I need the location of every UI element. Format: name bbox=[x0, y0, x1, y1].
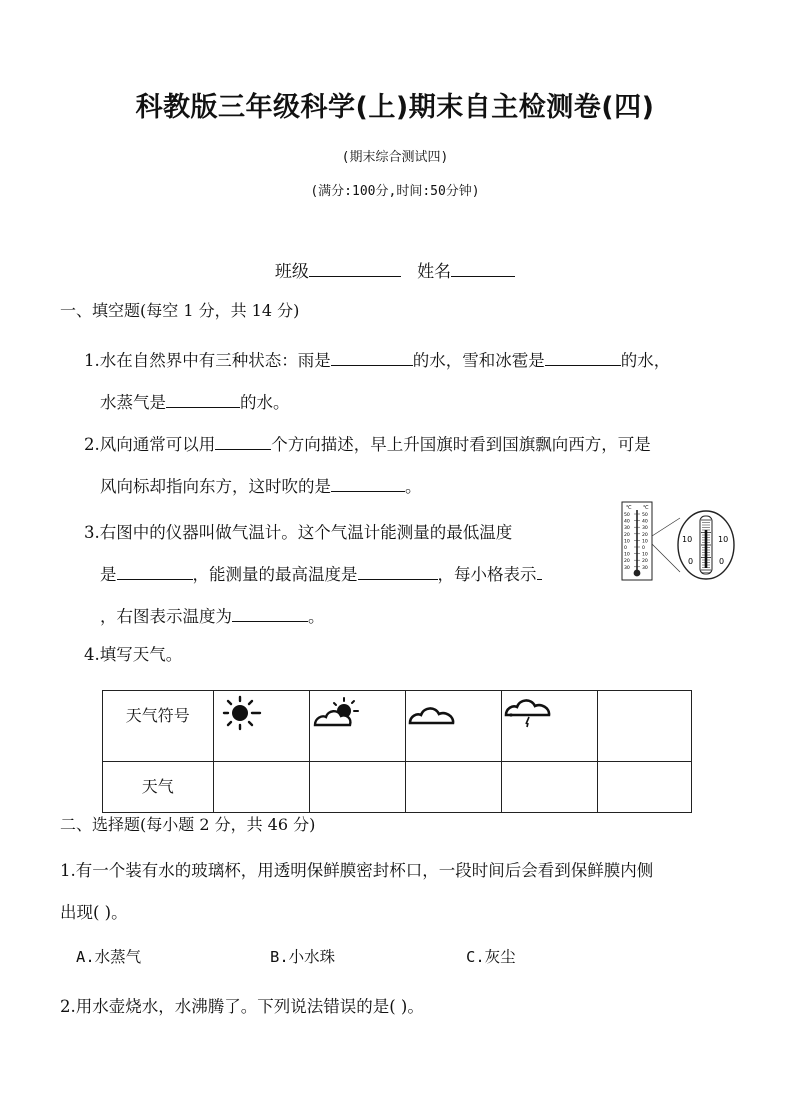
thermometer-unit-right: ℃ bbox=[643, 505, 649, 511]
class-blank[interactable] bbox=[309, 259, 401, 277]
q2-text-a: 2.风向通常可以用 bbox=[84, 435, 216, 454]
thermometer-right-tick-label: 20 bbox=[642, 559, 648, 565]
q1-text-c: 的水， bbox=[620, 351, 671, 370]
q3-blank-1[interactable] bbox=[117, 562, 193, 580]
q3-blank-2[interactable] bbox=[358, 562, 438, 580]
thermometer-right-tick-label: 20 bbox=[642, 532, 648, 538]
zoom-label-0-right: 0 bbox=[719, 557, 725, 566]
q3-text-a: 3.右图中的仪器叫做气温计。这个气温计能测量的最低温度 bbox=[84, 523, 513, 542]
weather-answer-4[interactable] bbox=[501, 762, 597, 813]
weather-symbol-row bbox=[103, 691, 692, 762]
thermometer-left-tick-label: 30 bbox=[624, 526, 630, 532]
weather-cell-2 bbox=[309, 691, 405, 762]
fill-question-4 bbox=[84, 634, 182, 676]
q1-text-e: 的水。 bbox=[240, 393, 290, 412]
choice-q1-line1: 1.有一个装有水的玻璃杯，用透明保鲜膜密封杯口，一段时间后会看到保鲜膜内侧 bbox=[60, 861, 654, 880]
q3-text-d: ，每小格表示 bbox=[437, 565, 537, 584]
q1-blank-3[interactable] bbox=[166, 390, 240, 408]
zoom-label-0-left: 0 bbox=[688, 557, 694, 566]
exam-meta: (满分:100分,时间:50分钟) bbox=[310, 184, 480, 199]
fill-question-2 bbox=[84, 424, 651, 508]
thermometer-left-tick-label: 20 bbox=[624, 559, 630, 565]
thermometer-left-tick-label: 30 bbox=[624, 565, 630, 571]
thermometer-left-tick-label: 10 bbox=[624, 539, 630, 545]
page-title: 科教版三年级科学(上)期末自主检测卷(四) bbox=[135, 92, 655, 123]
thermometer-left-tick-label: 20 bbox=[624, 532, 630, 538]
choice-q1-option-a[interactable]: A.水蒸气 bbox=[76, 948, 142, 966]
thermometer-left-tick-label: 0 bbox=[624, 546, 627, 551]
thermometer-left-tick-label: 40 bbox=[624, 519, 630, 525]
choice-question-1 bbox=[60, 850, 653, 934]
name-blank[interactable] bbox=[451, 259, 515, 277]
thermometer-right-tick-label: 30 bbox=[642, 526, 648, 532]
q3-text-c: ，能测量的最高温度是 bbox=[192, 565, 358, 584]
q3-text-e: ，右图表示温度为 bbox=[100, 607, 232, 626]
sunny-icon bbox=[214, 691, 309, 757]
thermometer-right-tick-label: 40 bbox=[642, 519, 648, 525]
partly-cloudy-icon bbox=[310, 691, 405, 757]
thermometer-unit-left: ℃ bbox=[626, 505, 632, 511]
weather-table bbox=[102, 690, 692, 813]
weather-symbol-label: 天气符号 bbox=[103, 691, 214, 762]
weather-answer-3[interactable] bbox=[405, 762, 501, 813]
q2-blank-2[interactable] bbox=[331, 474, 405, 492]
q2-text-c: 风向标却指向东方，这时吹的是 bbox=[100, 477, 331, 496]
thermometer-left-tick-label: 50 bbox=[624, 513, 630, 518]
q1-text-b: 的水，雪和冰雹是 bbox=[412, 351, 545, 370]
q3-text-b: 是 bbox=[100, 565, 117, 584]
rain-icon bbox=[502, 691, 597, 757]
fill-question-1 bbox=[84, 340, 670, 424]
page-subtitle: (期末综合测试四) bbox=[341, 150, 449, 165]
q1-blank-1[interactable] bbox=[331, 348, 413, 366]
choice-q1-line2: 出现( )。 bbox=[60, 903, 128, 922]
thermometer-right-tick-label: 30 bbox=[642, 565, 648, 571]
thermometer-right-tick-label: 10 bbox=[642, 539, 648, 545]
class-label: 班级 bbox=[274, 262, 309, 282]
choice-q1-option-c[interactable]: C.灰尘 bbox=[466, 948, 516, 966]
weather-cell-1 bbox=[213, 691, 309, 762]
thermometer-right-tick-label: 10 bbox=[642, 552, 648, 558]
weather-answer-5[interactable] bbox=[597, 762, 692, 813]
name-label: 姓名 bbox=[417, 262, 452, 282]
weather-cell-3 bbox=[405, 691, 501, 762]
q3-text-f: 。 bbox=[308, 607, 325, 626]
weather-answer-2[interactable] bbox=[309, 762, 405, 813]
thermometer-right-tick-label: 50 bbox=[642, 513, 648, 518]
q2-text-d: 。 bbox=[405, 477, 422, 496]
section-2-heading: 二、选择题(每小题 2 分，共 46 分) bbox=[60, 815, 316, 834]
q1-blank-2[interactable] bbox=[545, 348, 621, 366]
weather-answer-label: 天气 bbox=[103, 762, 214, 813]
class-name-line bbox=[0, 257, 790, 282]
q1-text-a: 1.水在自然界中有三种状态：雨是 bbox=[84, 351, 331, 370]
choice-question-2 bbox=[60, 986, 424, 1028]
q2-text-b: 个方向描述，早上升国旗时看到国旗飘向西方，可是 bbox=[271, 435, 651, 454]
weather-cell-5 bbox=[597, 691, 692, 762]
fill-question-3 bbox=[84, 512, 542, 638]
thermometer-bulb bbox=[634, 570, 641, 577]
thermometer-left-tick-label: 10 bbox=[624, 552, 630, 558]
choice-q1-option-b[interactable]: B.小水珠 bbox=[270, 948, 336, 966]
thermometer-right-tick-label: 0 bbox=[642, 546, 645, 551]
thermometer-figure bbox=[618, 500, 738, 590]
cloudy-icon bbox=[406, 691, 501, 757]
section-1-heading: 一、填空题(每空 1 分，共 14 分) bbox=[60, 301, 300, 320]
q2-blank-1[interactable] bbox=[215, 432, 271, 450]
q3-blank-3[interactable] bbox=[537, 562, 542, 580]
thermometer-right-scale bbox=[642, 512, 648, 571]
weather-answer-1[interactable] bbox=[213, 762, 309, 813]
weather-answer-row bbox=[103, 762, 692, 813]
q4-text: 4.填写天气。 bbox=[84, 645, 183, 664]
choice-q2-line1: 2.用水壶烧水，水沸腾了。下列说法错误的是( )。 bbox=[60, 997, 424, 1016]
weather-cell-4 bbox=[501, 691, 597, 762]
q3-blank-4[interactable] bbox=[232, 604, 308, 622]
q1-text-d: 水蒸气是 bbox=[100, 393, 166, 412]
zoom-label-10-right: 10 bbox=[718, 535, 729, 544]
zoom-label-10-left: 10 bbox=[682, 535, 693, 544]
